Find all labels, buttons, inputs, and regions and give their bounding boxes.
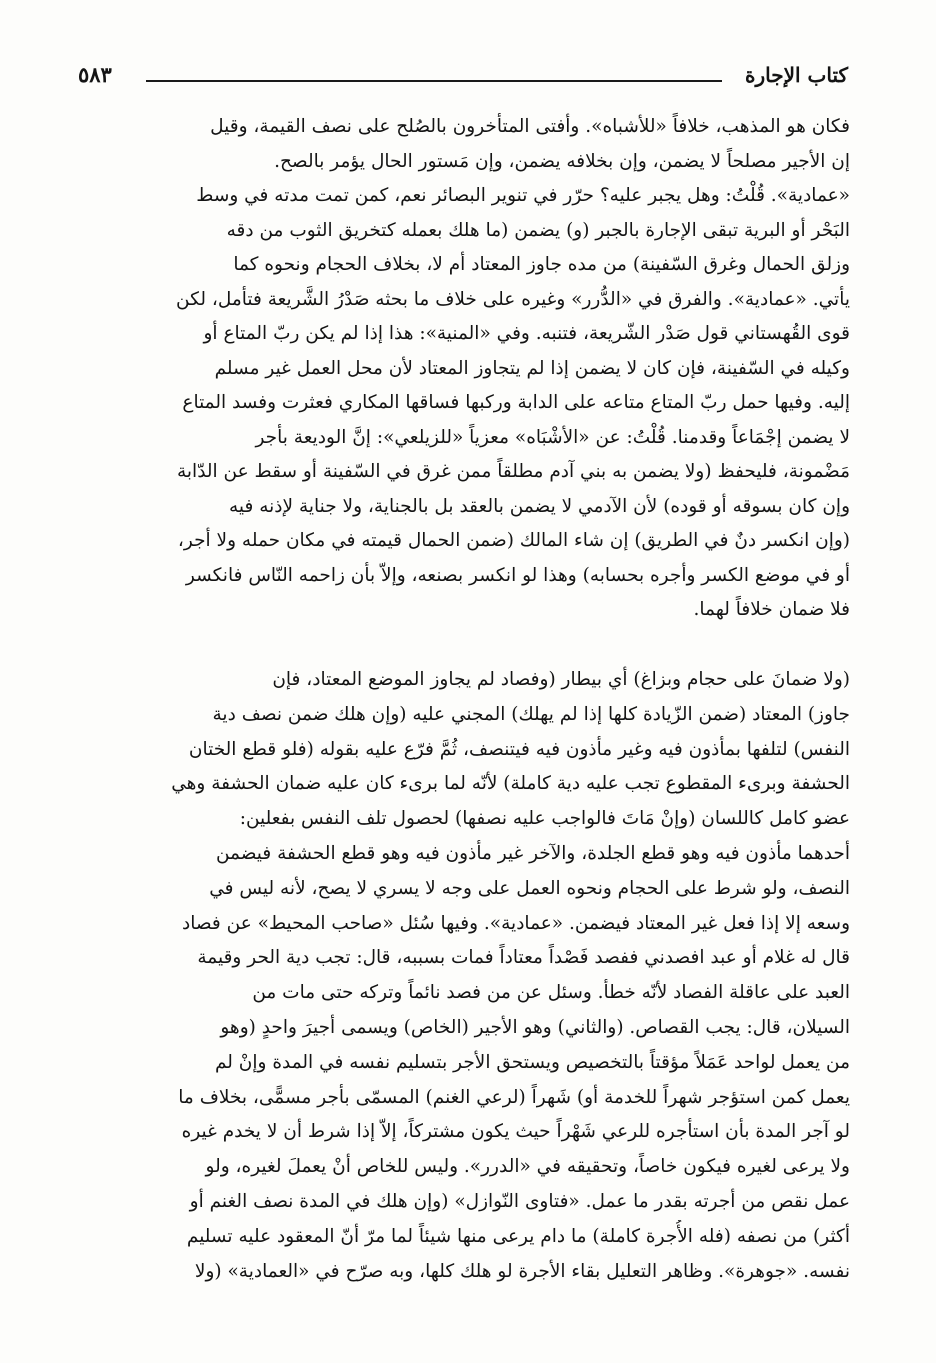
text-line: قوى القُهستاني قول صَدْر الشّريعة، فتنبه. وفي «المنية»: هذا إذا لم يكن ربّ المتاع أو	[203, 323, 850, 344]
text-line: البَحْر أو البرية تبقى الإجارة بالجبر (و) يضمن (ما هلك بعمله كتخريق الثوب من دقه	[226, 219, 850, 241]
chapter-title: كتاب الإجارة	[745, 63, 848, 87]
text-line: إن الأجير مصلحاً لا يضمن، وإن بخلافه يضمن، وإن مَستور الحال يؤمر بالصح.	[274, 150, 850, 172]
text-line: النفس) لتلفها بمأذون فيه وغير مأذون فيه فيتنصف، ثُمَّ فرّع عليه بقوله (فلو قطع الختان	[188, 738, 850, 760]
text-line: وزلق الحمال وغرق السّفينة) من مده جاوز المعتاد أم لا، بخلاف الحجام ونحوه كما	[233, 254, 850, 275]
text-line: عضو كامل كاللسان (وإنْ مَاتَ فالواجب عليه نصفها) لحصول تلف النفس بفعلين:	[239, 808, 850, 830]
text-line: قال له غلام أو عبد افصدني ففصد فَصْداً معتاداً فمات بسببه، قال: تجب دية الحر وقيمة	[197, 947, 850, 969]
text-line: لو آجر المدة بأن استأجره للرعي شَهْراً حيث يكون مشتركاً، إلاّ إذا شرط أن لا يخدم غيره	[181, 1121, 850, 1143]
text-line: مَضْمونة، فليحفظ (ولا يضمن به بني آدم مطلقاً ممن غرق في السّفينة أو سقط عن الدّابة	[176, 461, 850, 482]
page-number: ٥٨٣	[78, 62, 112, 87]
text-line: نفسه. «جوهرة». وظاهر التعليل بقاء الأجرة لو هلك كلها، وبه صرّح في «العمادية» (ولا	[194, 1260, 850, 1282]
text-line: (ولا ضمانَ على حجام وبزاغ) أي بيطار (وفصاد لم يجاوز الموضع المعتاد، فإن	[272, 669, 850, 690]
text-line: «عمادية». قُلْتُ: وهل يجبر عليه؟ حرّر في تنوير البصائر نعم، كمن تمت مدته في وسط	[196, 185, 850, 206]
text-line: (وإن انكسر دنٌ في الطريق) إن شاء المالك (ضمن الحمال قيمته في مكان حمله ولا أجر،	[177, 530, 850, 551]
text-line: فلا ضمان خلافاً لهما.	[693, 599, 850, 620]
text-line: يأتي. «عمادية». والفرق في «الدُّرر» وغيره على خلاف ما بحثه صَدْرُ الشَّريعة فتأمل، لكن	[176, 288, 850, 310]
header-rule	[146, 80, 722, 82]
text-line: الحشفة وبرىء المقطوع تجب عليه دية كاملة) لأنّه لما برىء كان عليه ضمان الحشفة وهي	[171, 773, 850, 795]
text-line: النصف، ولو شرط على الحجام ونحوه العمل على وجه لا يسري لا يصح، لأنه ليس في	[209, 877, 850, 899]
text-line: أو في موضع الكسر وأجره بحسابه) وهذا لو انكسر بصنعه، وإلاّ بأن زاحمه النّاس فانكسر	[185, 564, 850, 586]
paragraph-2	[84, 663, 850, 1289]
text-line: العبد على عاقلة الفصاد لأنّه خطأ. وسئل عن من فصد نائماً وتركه حتى مات من	[252, 982, 850, 1004]
text-line: أحدهما مأذون فيه وهو قطع الجلدة، والآخر غير مأذون فيه وهو قطع الحشفة فيضمن	[215, 842, 850, 864]
text-line: جاوز) المعتاد (ضمن الزّيادة كلها إذا لم يهلك) المجني عليه (وإن هلك ضمن نصف دية	[212, 703, 850, 725]
text-line: فكان هو المذهب، خلافاً «للأشباه». وأفتى المتأخرون بالصُلح على نصف القيمة، وقيل	[210, 116, 850, 137]
text-line: ولا يرعى لغيره فيكون خاصاً، وتحقيقه في «الدرر». وليس للخاص أنْ يعملَ لغيره، ولو	[205, 1156, 850, 1178]
text-line: من يعمل لواحد عَمَلاً مؤقتاً بالتخصيص ويستحق الأجر بتسليم نفسه في المدة وإنْ لم	[214, 1051, 850, 1073]
text-line: يعمل كمن استؤجر شهراً للخدمة أو) شَهراً (لرعي الغنم) المسمّى بأجر مسمًّى، بخلاف ما	[178, 1086, 850, 1108]
text-line: وإن كان بسوقه أو قوده) لأن الآدمي لا يضمن بالعقد بل بالجناية، ولا جناية لإذنه فيه	[228, 495, 850, 517]
text-line: وكيله في السّفينة، فإن كان لا يضمن إذا لم يتجاوز المعتاد لأن محل العمل غير مسلم	[214, 357, 850, 379]
text-line: لا يضمن إجْمَاعاً وقدمنا. قُلْتُ: عن «الأشْبَاه» معزياً «للزيلعي»: إنَّ الوديعة بأجر	[255, 426, 850, 448]
text-line: عمل نقص من أجرته بقدر ما عمل. «فتاوى النّوازل» (وإن هلك في المدة نصف الغنم أو	[189, 1190, 850, 1212]
text-line: وسعه إلا إذا فعل غير المعتاد فيضمن. «عمادية». وفيها سُئل «صاحب المحيط» عن فصاد	[182, 912, 850, 934]
paragraph-1	[84, 110, 850, 628]
page-header	[78, 58, 848, 92]
text-line: السيلان، قال: يجب القصاص. (والثاني) وهو الأجير (الخاص) ويسمى أجيرَ واحدٍ (وهو	[220, 1016, 850, 1038]
text-line: إليه. وفيها حمل ربّ المتاع متاعه على الدابة وركبها فساقها المكاري فعثرت وفسد المتاع	[182, 392, 850, 413]
text-line: أكثر) من نصفه (فله الأُجرة كاملة) ما دام يرعى منها شيئاً لما مرّ أنّ المعقود عليه تسليم	[186, 1225, 850, 1247]
